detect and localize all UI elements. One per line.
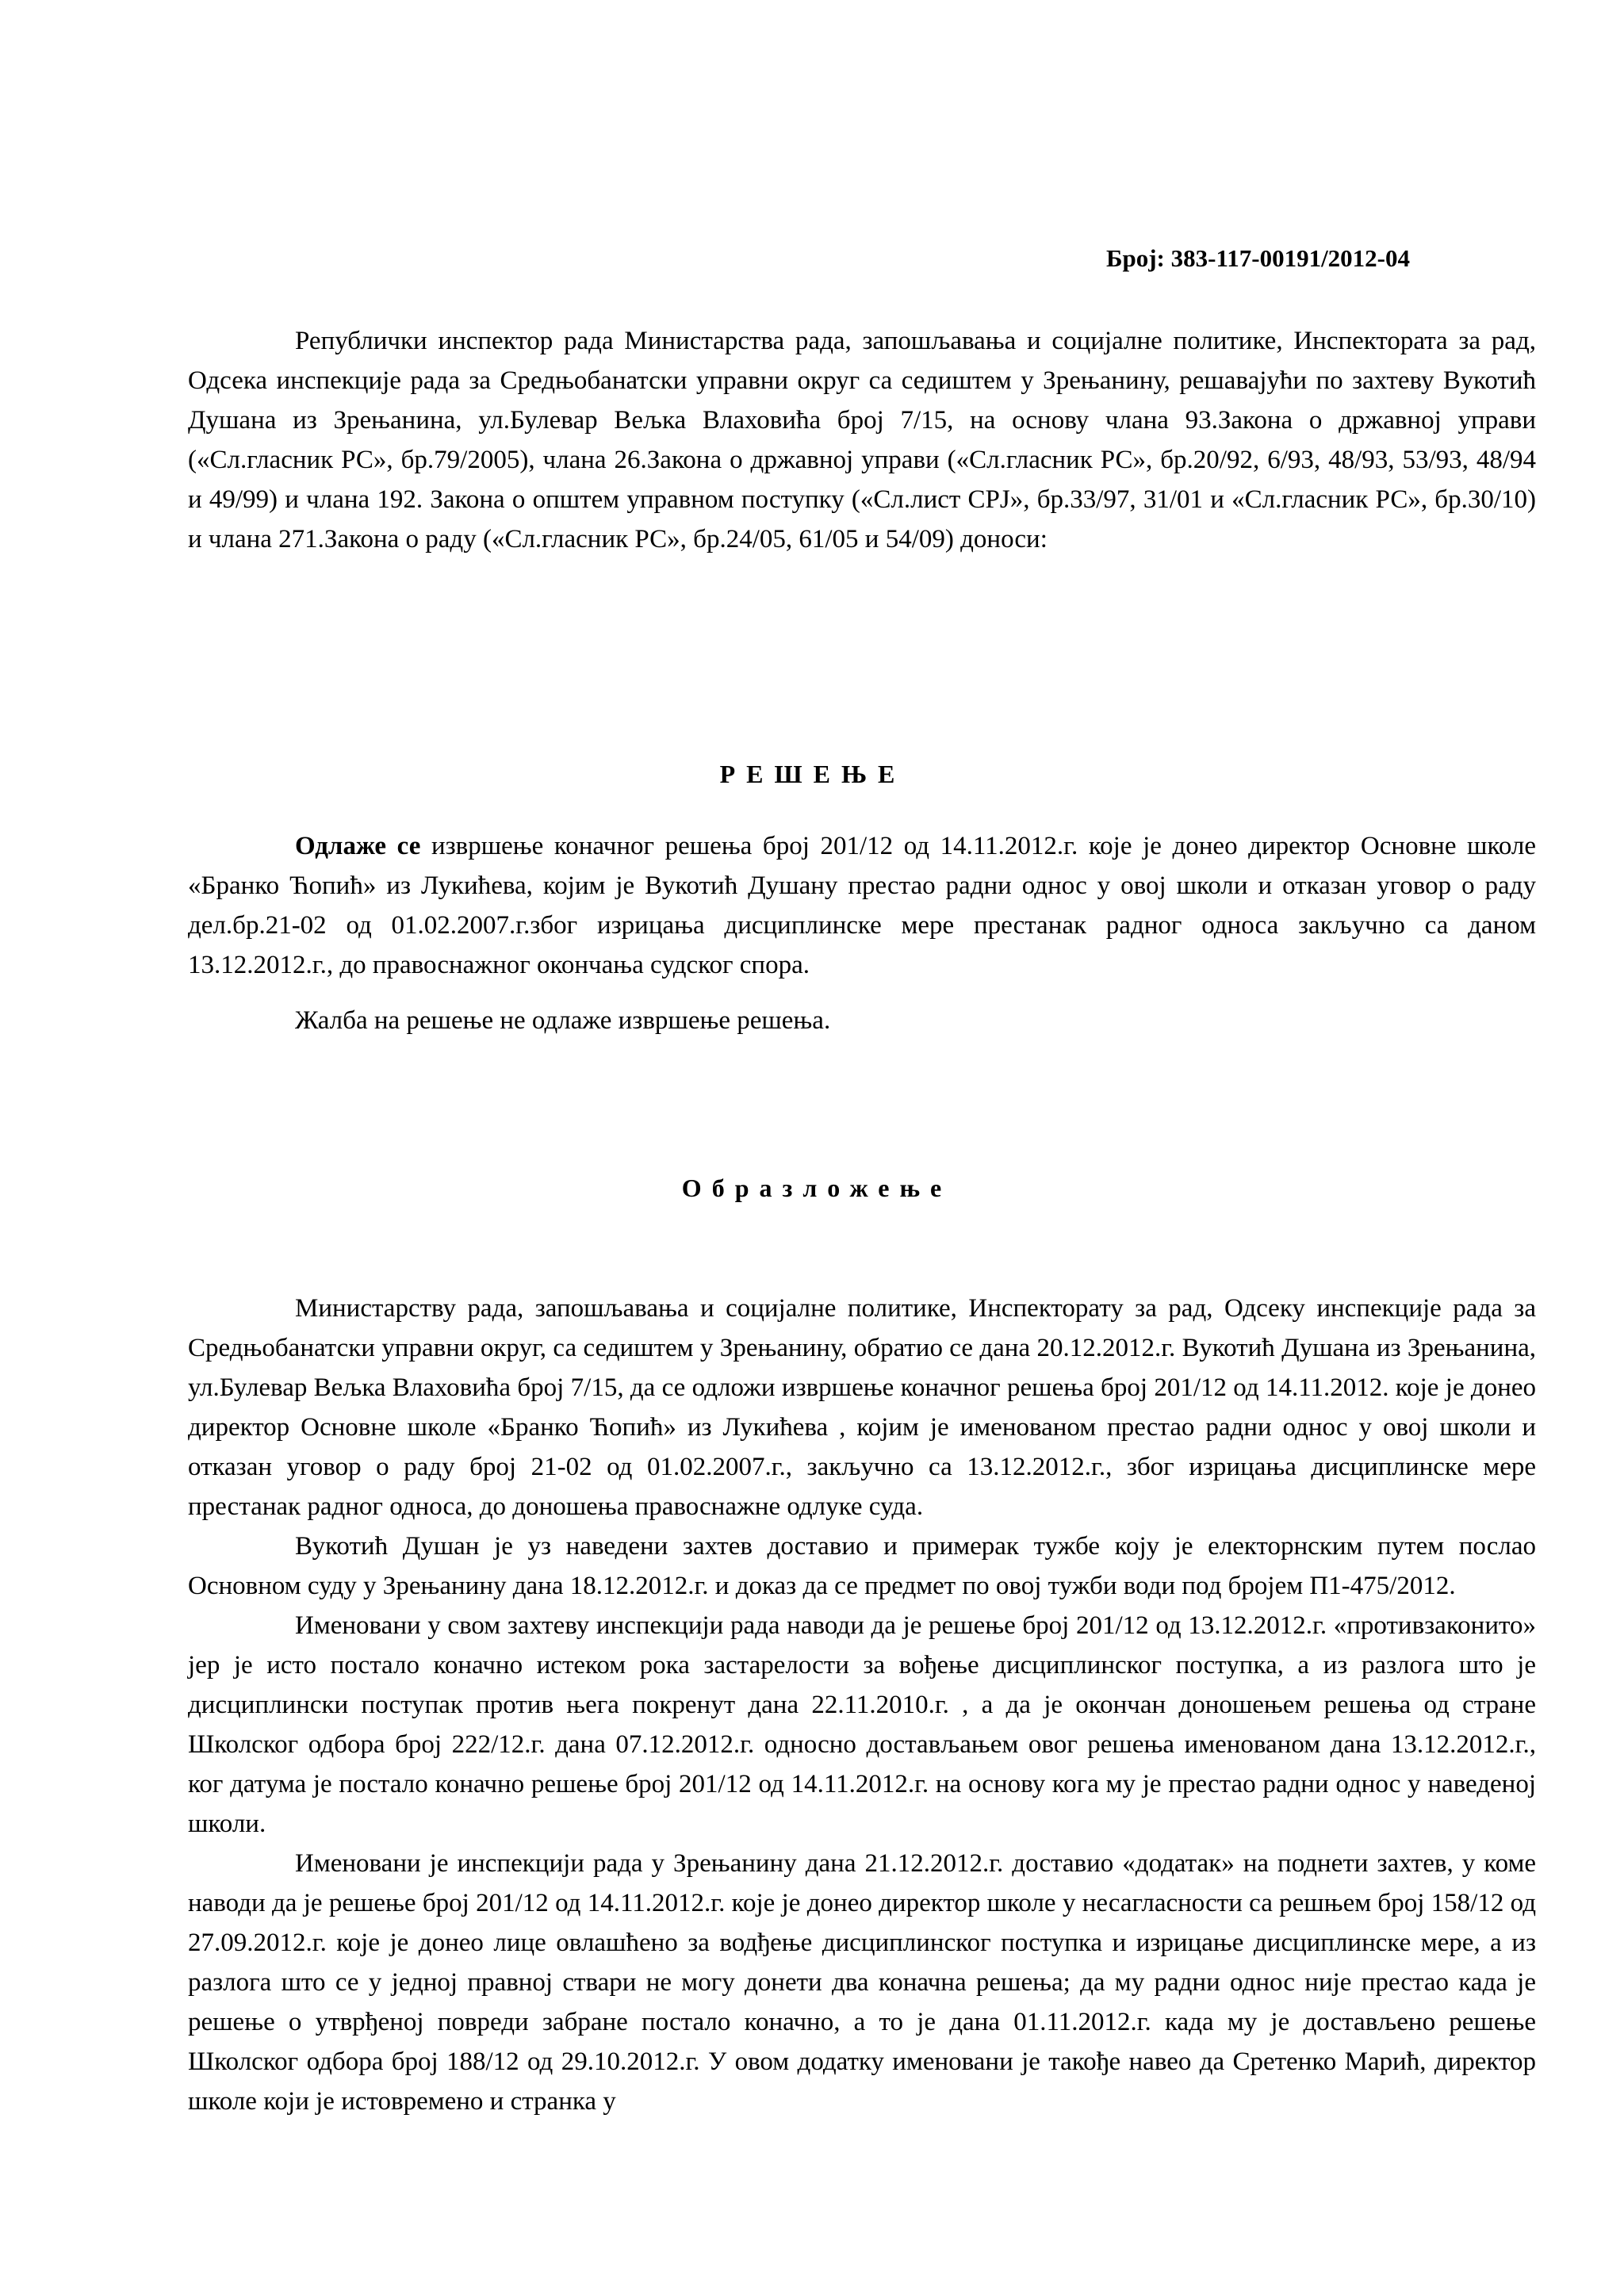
decision-section (188, 826, 1536, 985)
decision-text: извршење коначног решења број 201/12 од 14.11.2012.г. које је донео директор Основне школе «Бранко Ћопић» из Лукићева, којим је Вукотић Душану престао радни однос у овој школи и отказан уговор о раду дел.бр.21-02 од 01.02.2007.г.због изрицања дисциплинске мере престанак радног односа закључно са даном 13.12.2012.г., до правоснажног окончања судског спора. (188, 832, 1536, 979)
reasoning-section (188, 1289, 1536, 2121)
reasoning-heading: Образложење (681, 1174, 952, 1202)
reasoning-paragraph: Именовани је инспекцији рада у Зрењанину дана 21.12.2012.г. доставио «додатак» на поднети захтев, у коме наводи да је решење број 201/12 од 14.11.2012.г. које је донео директор школе у несагласности са решњем број 158/12 од 27.09.2012.г. које је донео лице овлашћено за водђење дисциплинског поступка и изрицање дисциплинске мере, а из разлога што се у једној правној ствари не могу донети два коначна решења; да му радни однос није престао када је решење о утврђеној повреди забране постало коначно, а то је дана 01.11.2012.г. када му је достављено решење Школског одбора број 188/12 од 29.10.2012.г. У овом додатку именовани је такође навео да Сретенко Марић, директор школе који је истовремено и странка у (188, 1849, 1536, 2116)
decision-lead: Одлаже се (295, 832, 421, 860)
intro-paragraph: Републички инспектор рада Министарства рада, запошљавања и социјалне политике, Инспектората за рад, Одсека инспекције рада за Средњобанатски управни округ са седиштем у Зрењанину, решавајући по захтеву Вукотић Душана из Зрењанина, ул.Булевар Вељка Влаховића број 7/15, на основу члана 93.Закона о државној управи («Сл.гласник РС», бр.79/2005), члана 26.Закона о државној управи («Сл.гласник РС», бр.20/92, 6/93, 48/93, 53/93, 48/94 и 49/99) и члана 192. Закона о општем управном поступку («Сл.лист СРЈ», бр.33/97, 31/01 и «Сл.гласник РС», бр.30/10) и члана 271.Закона о раду («Сл.гласник РС», бр.24/05, 61/05 и 54/09) доноси: (188, 327, 1536, 553)
document-number: Број: 383-117-00191/2012-04 (1106, 244, 1411, 272)
appeal-section (188, 1001, 1536, 1040)
reasoning-paragraph: Вукотић Душан је уз наведени захтев доставио и примерак тужбе коју је електорнским путем послао Основном суду у Зрењанину дана 18.12.2012.г. и доказ да се предмет по овој тужби води под бројем П1-475/2012. (188, 1532, 1536, 1600)
reasoning-paragraph: Министарству рада, запошљавања и социјалне политике, Инспекторату за рад, Одсеку инспекције рада за Средњобанатски управни округ, са седиштем у Зрењанину, обратио се дана 20.12.2012.г. Вукотић Душана из Зрењанина, ул.Булевар Вељка Влаховића број 7/15, да се одложи извршење коначног решења број 201/12 од 14.11.2012. које је донео директор Основне школе «Бранко Ћопић» из Лукићева , којим је именованом престао радни однос у овој школи и отказан уговор о раду број 21-02 од 01.02.2007.г., закључно са 13.12.2012.г., због изрицања дисциплинске мере престанак радног односа, до доношења правоснажне одлуке суда. (188, 1294, 1536, 1521)
reasoning-paragraph: Именовани у свом захтеву инспекцији рада наводи да је решење број 201/12 од 13.12.2012.г. «противзаконито» јер је исто постало коначно истеком рока застарелости за вођење дисциплинског поступка, а из разлога што је дисциплински поступак против њега покренут дана 22.11.2010.г. , а да је окончан доношењем решења од стране Школског одбора број 222/12.г. дана 07.12.2012.г. односно достављањем овог решења именованом дана 13.12.2012.г., ког датума је постало коначно решење број 201/12 од 14.11.2012.г. на основу кога му је престао радни однос у наведеној школи. (188, 1611, 1536, 1838)
decision-heading: РЕШЕЊЕ (719, 760, 906, 788)
decision-paragraph (188, 826, 1536, 985)
intro-section (188, 321, 1536, 559)
appeal-paragraph: Жалба на решење не одлаже извршење решења. (295, 1006, 831, 1035)
